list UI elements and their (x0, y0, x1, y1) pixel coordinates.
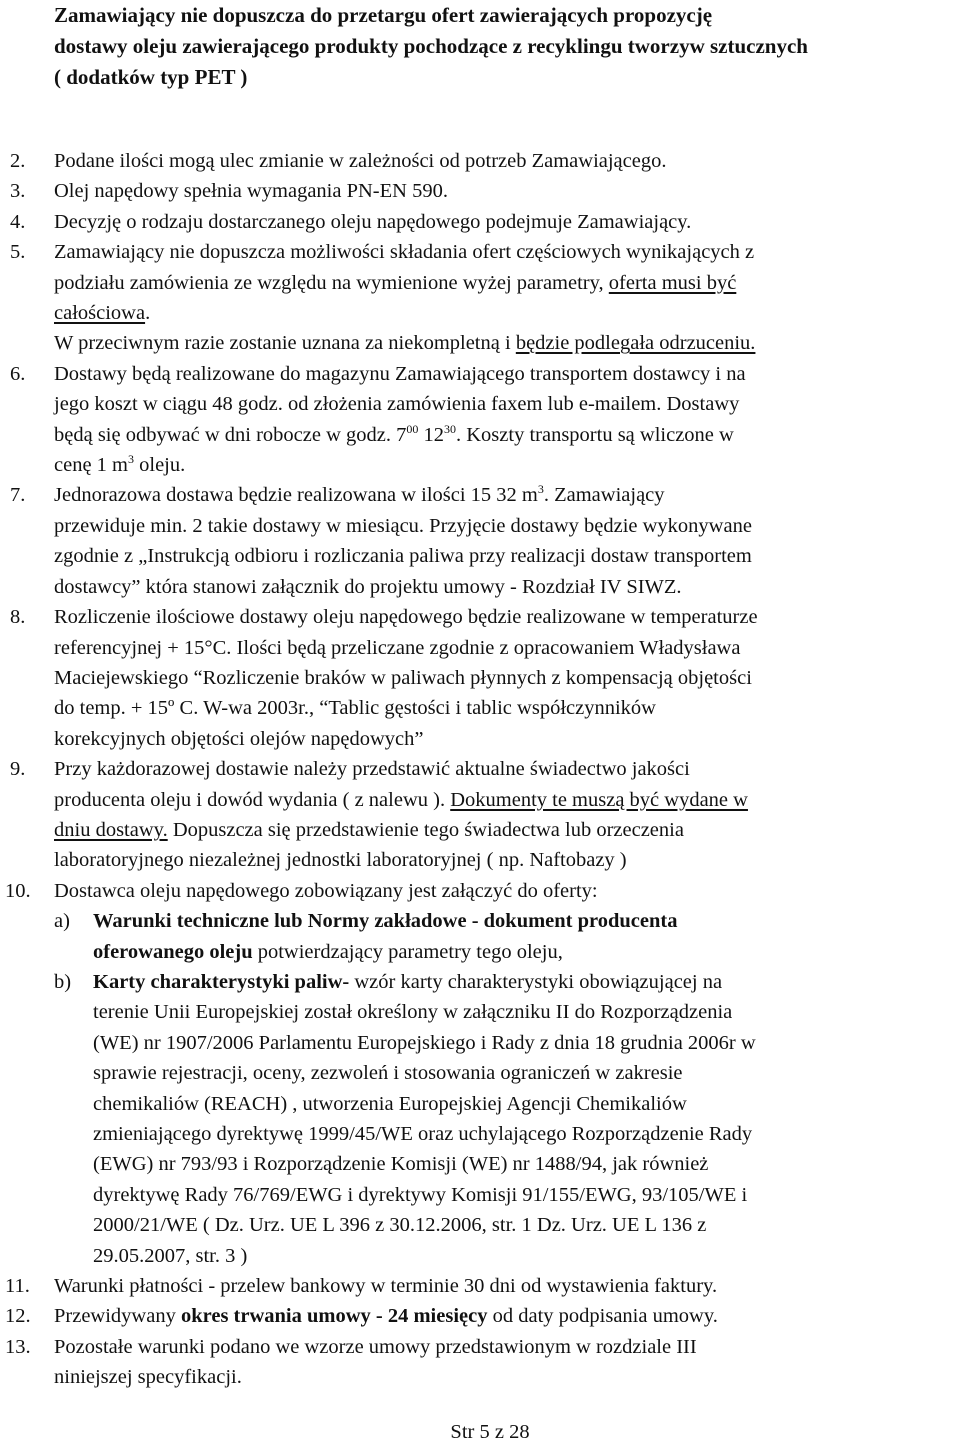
list-item-2 (0, 146, 960, 176)
item-text: W przeciwnym razie zostanie uznana za niekompletną i (54, 332, 516, 355)
list-item-13 (0, 1332, 960, 1393)
item-text: Przewidywany (54, 1305, 181, 1328)
item-text: korekcyjnych objętości olejów napędowych” (54, 727, 424, 750)
item-text: (WE) nr 1907/2006 Parlamentu Europejskiego i Rady z dnia 18 grudnia 2006r w (93, 1031, 756, 1054)
item-text: Przy każdorazowej dostawie należy przedstawić aktualne świadectwo jakości (54, 758, 690, 781)
item-text-line (93, 967, 960, 997)
underlined-text: dniu dostawy. (54, 818, 168, 841)
underlined-text: będzie podlegała odrzuceniu. (515, 332, 756, 355)
item-text: 29.05.2007, str. 3 ) (93, 1244, 248, 1267)
item-text-line (54, 815, 954, 845)
list-item-11 (0, 1271, 960, 1301)
section-heading (54, 0, 954, 93)
list-item-5 (0, 237, 960, 359)
underlined-text: całościowa (54, 302, 146, 325)
item-text: przewiduje min. 2 takie dostawy w miesiącu. Przyjęcie dostawy będzie wykonywane (54, 514, 752, 537)
page-footer (0, 1418, 960, 1446)
underlined-text: Dokumenty te muszą być wydane w (450, 788, 748, 811)
item-number: 7. (10, 484, 26, 507)
bold-text: Karty charakterystyki paliw- (93, 970, 350, 993)
item-text: Decyzję o rodzaju dostarczanego oleju napędowego podejmuje Zamawiający. (54, 210, 692, 233)
list-item-4 (0, 207, 960, 237)
item-text: Podane ilości mogą ulec zmianie w zależności od potrzeb Zamawiającego. (54, 150, 667, 172)
item-text: sprawie rejestracji, oceny, zezwoleń i stosowania ograniczeń w zakresie (93, 1062, 683, 1085)
item-text-line (54, 328, 954, 358)
item-text: potwierdzający parametry tego oleju, (252, 940, 563, 963)
item-text: oleju. (134, 454, 186, 477)
item-text: do temp. + 15º C. W-wa 2003r., “Tablic gęstości i tablic współczynników (54, 697, 656, 720)
item-text: . Koszty transportu są wliczone w (456, 423, 734, 446)
list-item-6 (0, 359, 960, 481)
item-text: referencyjnej + 15°C. Ilości będą przeliczane zgodnie z opracowaniem Władysława (54, 636, 741, 659)
item-number: 8. (10, 606, 26, 629)
item-number: 3. (10, 180, 26, 203)
list-item-3 (0, 176, 960, 206)
item-number: 12. (5, 1305, 31, 1328)
item-text: zgodnie z „Instrukcją odbioru i rozliczania paliwa przy realizacji dostaw transportem (54, 545, 752, 568)
item-text-line (54, 480, 954, 510)
item-number: 4. (10, 210, 26, 233)
sub-item-letter: a) (54, 910, 70, 933)
list-item-7 (0, 480, 960, 602)
item-text: Zamawiający nie dopuszcza możliwości składania ofert częściowych wynikających z (54, 241, 755, 264)
superscript: 3 (128, 452, 134, 467)
item-text: Maciejewskiego “Rozliczenie braków w paliwach płynnych z kompensacją objętości (54, 666, 752, 689)
item-text: Dostawca oleju napędowego zobowiązany jest załączyć do oferty: (54, 879, 598, 902)
item-text: dostawcy” która stanowi załącznik do projektu umowy - Rozdział IV SIWZ. (54, 575, 682, 598)
item-text: 2000/21/WE ( Dz. Urz. UE L 396 z 30.12.2006, str. 1 Dz. Urz. UE L 136 z (93, 1214, 707, 1237)
item-text: 12 (418, 423, 444, 446)
item-text: Warunki płatności - przelew bankowy w terminie 30 dni od wystawienia faktury. (54, 1275, 718, 1298)
item-text: terenie Unii Europejskiej został określony w załączniku II do Rozporządzenia (93, 1001, 733, 1024)
item-text: cenę 1 m (54, 454, 128, 477)
item-text: chemikaliów (REACH) , utworzenia Europejskiej Agencji Chemikaliów (93, 1092, 687, 1115)
sub-item-letter: b) (54, 970, 72, 993)
sub-item-b (0, 967, 960, 1271)
item-text: laboratoryjnego niezależnej jednostki laboratoryjnej ( np. Naftobazy ) (54, 849, 627, 872)
list-item-9 (0, 754, 960, 876)
item-number: 2. (10, 150, 26, 172)
item-text: (EWG) nr 793/93 i Rozporządzenie Komisji (WE) nr 1488/94, jak również (93, 1153, 709, 1176)
item-text: niniejszej specyfikacji. (54, 1366, 242, 1389)
superscript: 30 (444, 421, 456, 436)
item-text-line (54, 268, 954, 298)
item-text: zmieniającego dyrektywę 1999/45/WE oraz uchylającego Rozporządzenie Rady (93, 1123, 753, 1145)
item-text: jego koszt w ciągu 48 godz. od złożenia zamówienia faxem lub e-mailem. Dostawy (54, 393, 740, 416)
item-text-line (93, 937, 960, 967)
item-text: Pozostałe warunki podano we wzorze umowy przedstawionym w rozdziale III (54, 1335, 697, 1358)
heading-line: ( dodatków typ PET ) (54, 65, 248, 89)
numbered-list (0, 146, 960, 1393)
item-text-line (54, 785, 954, 815)
item-text: . Zamawiający (543, 484, 665, 507)
item-text: Olej napędowy spełnia wymagania PN-EN 590. (54, 180, 448, 203)
bold-text: okres trwania umowy - 24 miesięcy (180, 1305, 488, 1328)
item-text: Jednorazowa dostawa będzie realizowana w ilości 15 32 m (54, 484, 538, 507)
item-text-line (54, 420, 954, 450)
item-text: będą się odbywać w dni robocze w godz. 7 (54, 423, 407, 446)
underlined-text: oferta musi być (608, 271, 737, 294)
item-number: 5. (10, 241, 26, 264)
bold-text: Warunki techniczne lub Normy zakładowe - dokument producenta (93, 910, 678, 933)
item-number: 13. (5, 1335, 31, 1358)
item-text: dyrektywę Rady 76/769/EWG i dyrektywy Komisji 91/155/EWG, 93/105/WE i (93, 1183, 748, 1206)
item-number: 6. (10, 362, 26, 385)
superscript: 00 (406, 421, 419, 436)
item-text: producenta oleju i dowód wydania ( z nalewu ). (54, 788, 451, 811)
list-item-10 (0, 876, 960, 906)
item-text-line (54, 450, 954, 480)
item-text: od daty podpisania umowy. (487, 1305, 718, 1328)
heading-line: dostawy oleju zawierającego produkty pochodzące z recyklingu tworzyw sztucznych (54, 34, 808, 58)
item-text-line (54, 1301, 954, 1331)
item-text: Dostawy będą realizowane do magazynu Zamawiającego transportem dostawcy i na (54, 362, 746, 385)
item-text: Rozliczenie ilościowe dostawy oleju napędowego będzie realizowane w temperaturze (54, 606, 758, 629)
item-number: 10. (5, 879, 31, 902)
item-text-line (54, 298, 954, 328)
item-text: wzór karty charakterystyki obowiązującej na (349, 970, 723, 993)
item-text: . (145, 302, 151, 325)
item-text: Dopuszcza się przedstawienie tego świadectwa lub orzeczenia (167, 818, 684, 841)
heading-line: Zamawiający nie dopuszcza do przetargu ofert zawierających propozycję (54, 3, 713, 27)
item-text: podziału zamówienia ze względu na wymienione wyżej parametry, (54, 271, 609, 294)
item-number: 9. (10, 758, 26, 781)
superscript: 3 (537, 482, 544, 497)
item-number: 11. (5, 1275, 30, 1298)
sub-item-a (0, 906, 960, 967)
page-number: Str 5 z 28 (450, 1421, 530, 1443)
list-item-12 (0, 1301, 960, 1331)
bold-text: oferowanego oleju (93, 940, 253, 963)
list-item-8 (0, 602, 960, 754)
